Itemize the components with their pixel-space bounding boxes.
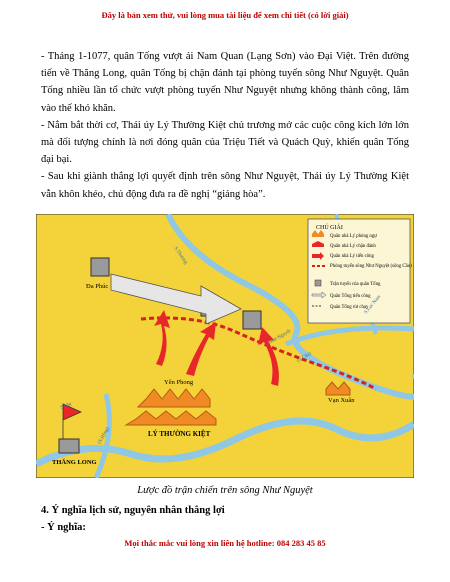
legend-item: Quân Tống rút chạy — [330, 305, 369, 310]
place-label: Đa Phúc — [86, 283, 109, 290]
hotline-banner: Mọi thắc mắc vui lòng xin liên hệ hotline: 084 283 45 85 — [124, 538, 326, 548]
place-label: LÝ THƯỜNG KIỆT — [148, 430, 211, 438]
legend-item: Quân nhà Lý chặn đánh — [330, 244, 376, 249]
legend-item: Quân Tống tiến công — [330, 294, 371, 299]
paragraph-3: - Sau khi giành thắng lợi quyết định trên sông Như Nguyệt, Thái úy Lý Thường Kiệt vẫn khôn khéo, chủ động đưa ra đề nghị “giảng hòa”. — [41, 171, 409, 200]
battle-map — [36, 214, 414, 478]
map-caption: Lược đồ trận chiến trên sông Như Nguyệt — [137, 485, 313, 496]
legend-item: Quân nhà Lý phòng ngự — [330, 234, 377, 239]
preview-banner: Đây là bản xem thử, vui lòng mua tài liệu để xem chi tiết (có lời giải) — [101, 10, 349, 20]
legend-title: CHÚ GIẢI — [316, 225, 343, 231]
legend-item: Trận tuyến của quân Tống — [330, 282, 381, 287]
river-label: S.Lục Nam — [363, 294, 383, 316]
legend-item: Quân nhà Lý tiến công — [330, 254, 374, 259]
legend-item: Phòng tuyến sông Như Nguyệt (sông Cầu) — [330, 264, 412, 269]
paragraph-1: - Tháng 1-1077, quân Tống vượt ải Nam Quan (Lạng Sơn) vào Đại Việt. Trên đường tiến về Thăng Long, quân Tống bị chặn đánh tại phòng tuyến sông Như Nguyệt. Quân Tống nhiều lần tổ chức vượt phòng tuyến Như Nguyệt nhưng không thành công, lâm vào thế khó khăn. — [41, 51, 409, 114]
section-heading: 4. Ý nghĩa lịch sử, nguyên nhân thắng lợi — [41, 505, 225, 516]
river-label: S.Như Nguyệt — [264, 328, 292, 348]
place-label: Yên Phong — [164, 379, 194, 386]
river-label: S.Thương — [172, 246, 188, 266]
body-text — [41, 48, 409, 203]
place-label: Vạn Xuân — [328, 397, 355, 404]
place-label: THĂNG LONG — [52, 459, 97, 466]
river-label: S.Nhị — [59, 402, 73, 411]
river-label: (S.Cầu) — [296, 351, 313, 364]
paragraph-2: - Nắm bắt thời cơ, Thái úy Lý Thường Kiệt chủ trương mở các cuộc công kích lớn lớn mà đối tượng chính là nơi đóng quân của Triệu Tiết và Quách Quỳ, khiến quân Tống đại bại. — [41, 119, 409, 166]
section-subheading: - Ý nghĩa: — [41, 522, 86, 533]
river-label: (S.Hồng) — [97, 426, 111, 445]
